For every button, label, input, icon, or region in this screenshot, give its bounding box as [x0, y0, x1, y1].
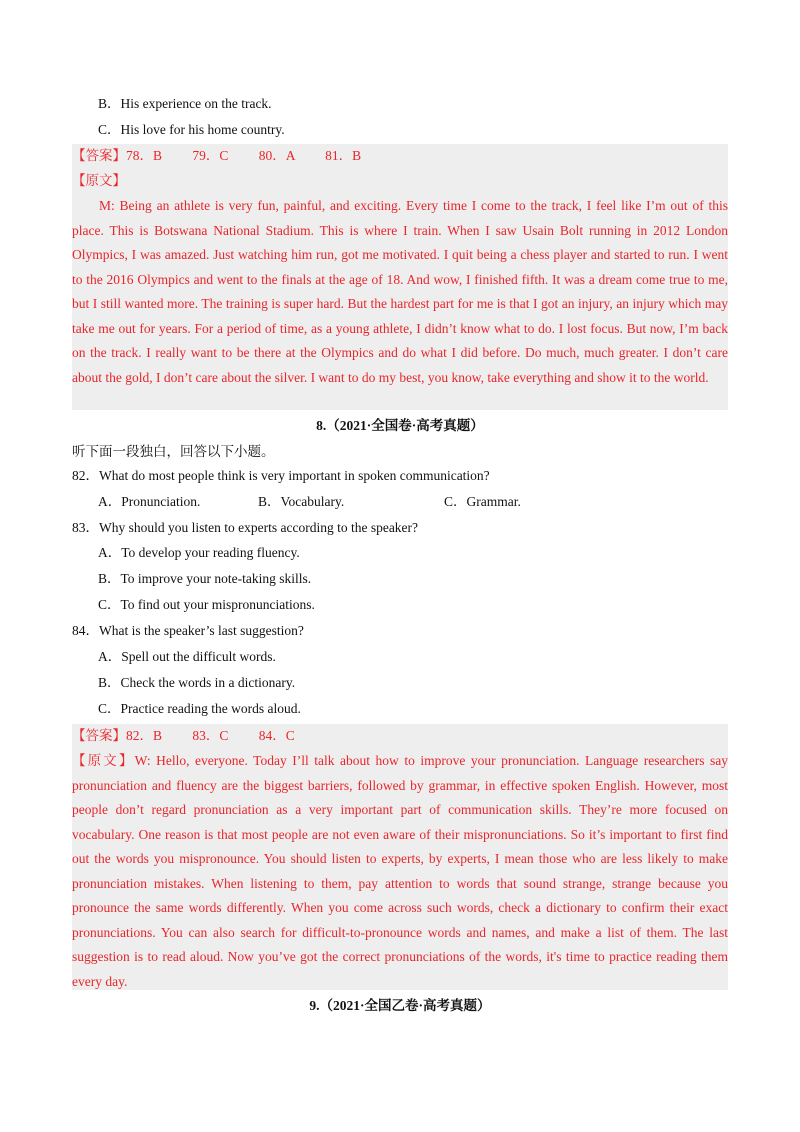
q84-option-b: B．Check the words in a dictionary.	[98, 675, 296, 690]
section-9-heading: 9.（2021·全国乙卷·高考真题）	[309, 998, 491, 1013]
section-8-instruction: 听下面一段独白，回答以下小题。	[72, 444, 275, 459]
q82-option-a: A．Pronunciation.	[98, 494, 201, 509]
q83-stem: 83．Why should you listen to experts according to the speaker?	[72, 520, 419, 535]
q81-option-c: C．His love for his home country.	[98, 122, 285, 137]
section-8-heading: 8.（2021·全国卷·高考真题）	[316, 418, 484, 433]
q83-option-a: A．To develop your reading fluency.	[98, 545, 300, 560]
q84-stem: 84．What is the speaker’s last suggestion?	[72, 623, 304, 638]
q83-option-c: C．To find out your mispronunciations.	[98, 597, 315, 612]
q82-options	[98, 490, 754, 515]
original-label: 【原文】	[72, 173, 126, 188]
answer-line-78-81: 【答案】78．B 79．C 80．A 81．B	[72, 148, 362, 163]
q81-option-b: B．His experience on the track.	[98, 96, 272, 111]
q84-option-a: A．Spell out the difficult words.	[98, 649, 276, 664]
transcript-82-84: 【原文】W: Hello, everyone. Today I’ll talk about how to improve your pronunciation. Language researchers say pronunciation and fluency are the biggest barriers, followed by grammar, in effective spoken English. However, most people don’t regard pronunciation as a very important part of communication skills. They’re more focused on vocabulary. One reason is that most people are not even aware of their mispronunciations. So it’s important to first find out the words you mispronounce. You should listen to experts, by experts, I mean those who are less likely to make pronunciation mistakes. When listening to them, pay attention to words that sound strange, strange because you pronounce the same words differently. When you come across such words, check a dictionary to confirm their exact pronunciations. You can also search for difficult-to-pronounce words and names, and make a list of them. The last suggestion is to read aloud. Now you’ve got the correct pronunciations of the words, it's time to practice reading them every day.	[72, 753, 728, 989]
q82-option-c: C．Grammar.	[444, 494, 521, 509]
transcript-78-81: M: Being an athlete is very fun, painful, and exciting. Every time I come to the track, I feel like I’m out of this place. This is Botswana National Stadium. This is where I train. When I saw Usain Bolt running in 2012 London Olympics, I was amazed. Just watching him run, got me motivated. I quit being a chess player and started to run. I went to the 2016 Olympics and went to the finals at the age of 18. And wow, I finished fifth. It was a dream come true to me, but I still wanted more. The training is super hard. But the hardest part for me is that I got an injury, an injury which may take me out for years. For a period of time, as a young athlete, I didn’t know what to do. I lost focus. But now, I’m back on the track. I really want to be there at the Olympics and do what I did before. Do much, much greater. I don’t care about the gold, I don’t care about the silver. I want to do my best, you know, take everything and show it to the world.	[72, 198, 728, 385]
answer-line-82-84: 【答案】82．B 83．C 84．C	[72, 728, 295, 743]
q84-option-c: C．Practice reading the words aloud.	[98, 701, 301, 716]
q83-option-b: B．To improve your note-taking skills.	[98, 571, 312, 586]
q82-stem: 82．What do most people think is very important in spoken communication?	[72, 468, 490, 483]
q82-option-b: B．Vocabulary.	[258, 494, 345, 509]
